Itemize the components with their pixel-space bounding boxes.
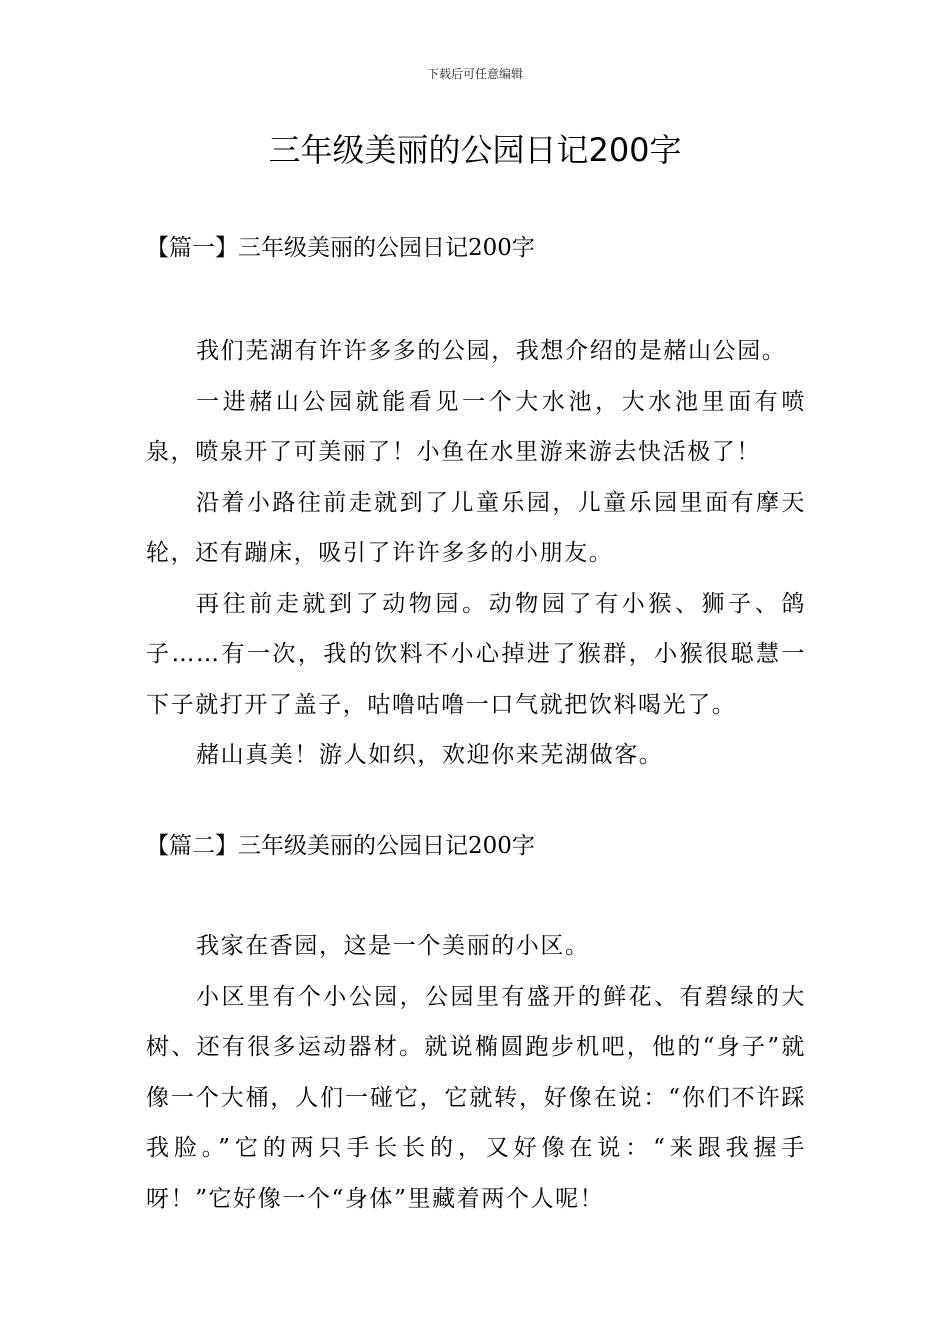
page-title: 三年级美丽的公园日记200字 [268, 131, 682, 169]
paragraph: 我家在香园，这是一个美丽的小区。 [196, 933, 590, 959]
paragraph: 沿着小路往前走就到了儿童乐园，儿童乐园里面有摩天轮，还有蹦床，吸引了许许多多的小朋友。 [146, 489, 806, 566]
header-note: 下载后可任意编辑 [426, 67, 523, 81]
paragraph: 再往前走就到了动物园。动物园了有小猴、狮子、鸽子……有一次，我的饮料不小心掉进了猴群，小猴很聪慧一下子就打开了盖子，咕噜咕噜一口气就把饮料喝光了。 [146, 590, 806, 718]
section-body-2 [146, 921, 806, 1224]
section-heading-1: 【篇一】三年级美丽的公园日记200字 [146, 235, 535, 261]
paragraph: 小区里有个小公园，公园里有盛开的鲜花、有碧绿的大树、还有很多运动器材。就说椭圆跑步机吧，他的“身子”就像一个大桶，人们一碰它，它就转，好像在说：“你们不许踩我脸。”它的两只手长长的，又好像在说：“来跟我握手呀！”它好像一个“身体”里藏着两个人呢！ [146, 983, 806, 1212]
paragraph: 一进赭山公园就能看见一个大水池，大水池里面有喷泉，喷泉开了可美丽了！小鱼在水里游来游去快活极了！ [146, 388, 806, 465]
paragraph: 赭山真美！游人如织，欢迎你来芜湖做客。 [196, 742, 664, 768]
section-heading-2: 【篇二】三年级美丽的公园日记200字 [146, 833, 535, 859]
paragraph: 我们芜湖有许许多多的公园，我想介绍的是赭山公园。 [196, 338, 787, 364]
section-body-1 [146, 326, 806, 781]
